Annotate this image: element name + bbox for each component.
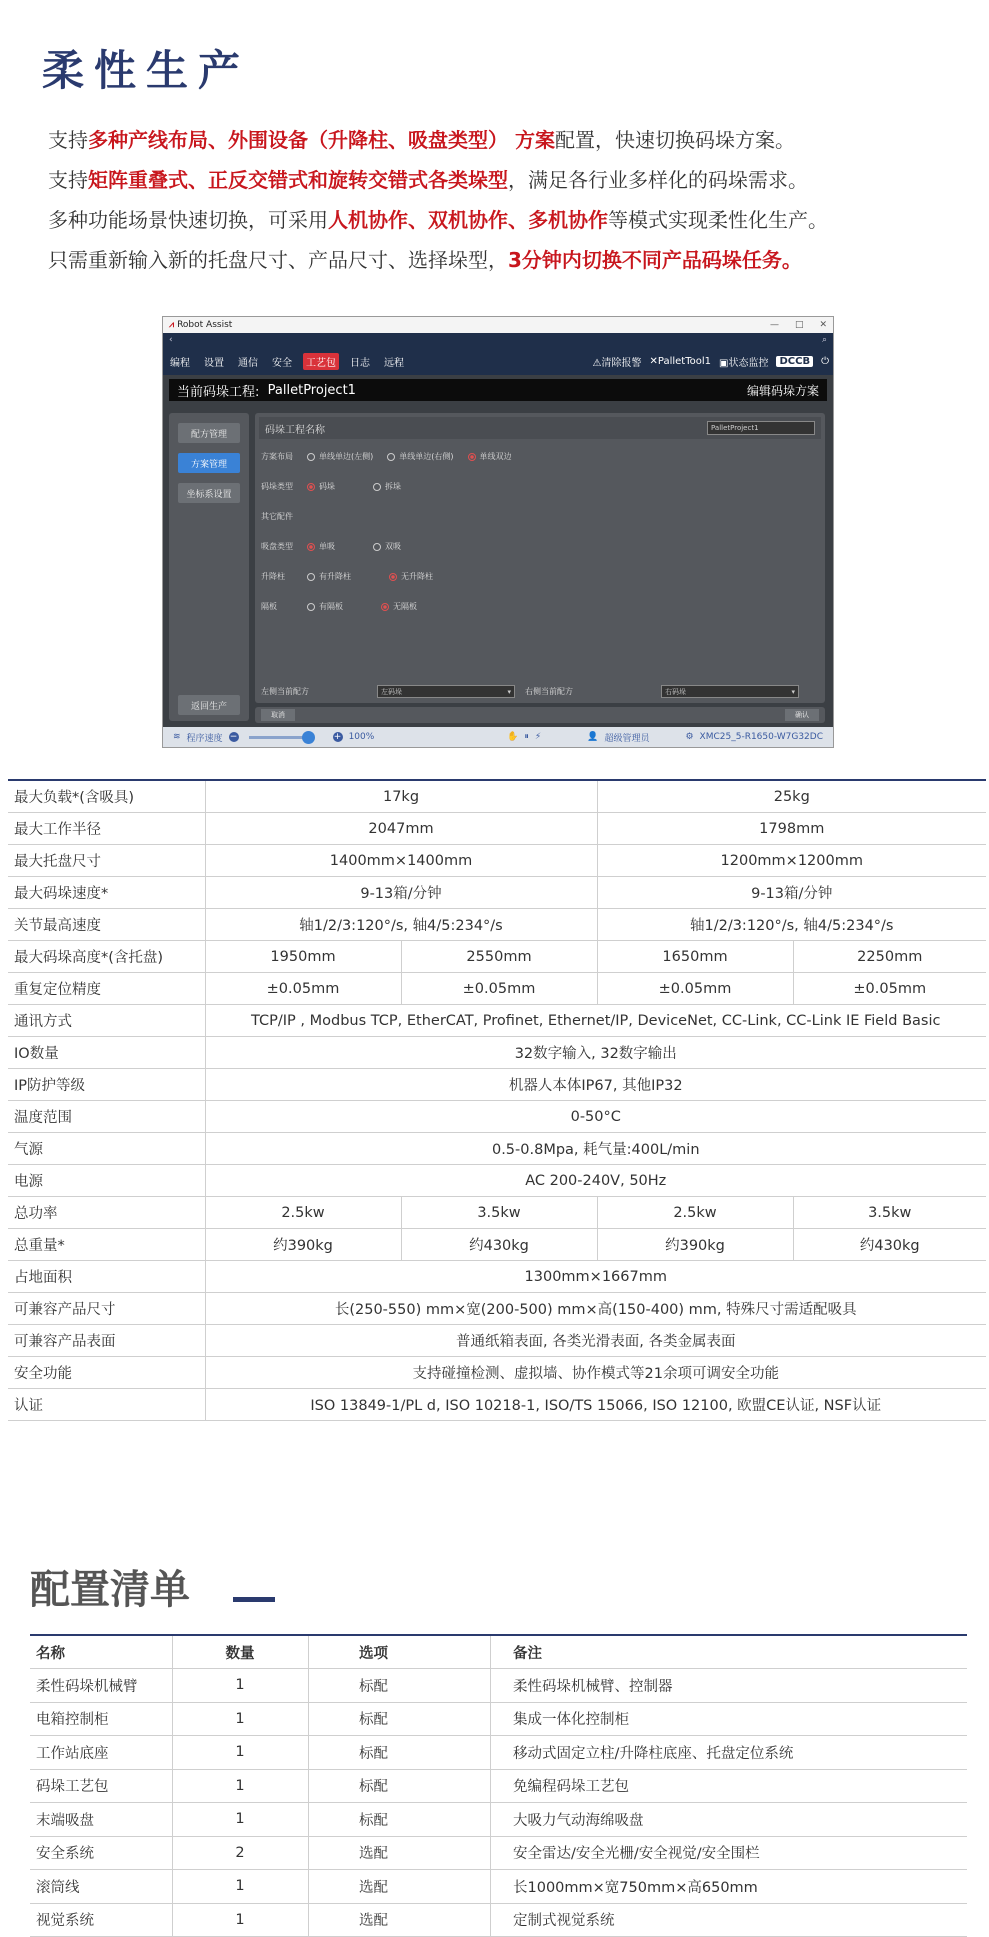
spec-value: 32数字输入, 32数字输出 <box>205 1037 986 1069</box>
spec-label: 最大工作半径 <box>8 813 205 845</box>
spec-value: 2.5kw <box>597 1197 793 1229</box>
radio-label: 有隔板 <box>319 602 343 611</box>
confirm-button[interactable]: 确认 <box>785 709 819 721</box>
spec-row <box>8 1037 986 1069</box>
spec-row <box>8 1101 986 1133</box>
config-cell: 长1000mm×宽750mm×高650mm <box>491 1870 968 1904</box>
spec-value: ±0.05mm <box>597 973 793 1005</box>
recipe-row <box>261 685 821 698</box>
intro-line <box>48 240 978 280</box>
spec-value: 约430kg <box>401 1229 597 1261</box>
radio-option[interactable] <box>307 541 335 552</box>
spec-value: 机器人本体IP67, 其他IP32 <box>205 1069 986 1101</box>
radio-option[interactable] <box>389 571 433 582</box>
radio-checked-icon[interactable] <box>389 573 397 581</box>
form-row <box>261 541 415 552</box>
spec-row <box>8 1229 986 1261</box>
spec-label: 可兼容产品表面 <box>8 1325 205 1357</box>
config-row <box>30 1803 967 1837</box>
user-name: 超级管理员 <box>604 733 650 744</box>
cancel-button[interactable]: 取消 <box>261 709 295 721</box>
spec-label: 可兼容产品尺寸 <box>8 1293 205 1325</box>
main-menu <box>163 347 833 375</box>
spec-label: 最大负载*(含吸具) <box>8 780 205 813</box>
menu-item[interactable]: 通信 <box>238 357 258 369</box>
spec-value: 17kg <box>205 780 597 813</box>
config-table <box>30 1634 967 1937</box>
spec-value: 普通纸箱表面, 各类光滑表面, 各类金属表面 <box>205 1325 986 1357</box>
robot-assist-window <box>162 316 834 748</box>
title-underline <box>233 1597 275 1602</box>
highlight-text: 矩阵重叠式、正反交错式和旋转交错式各类垛型 <box>88 168 508 192</box>
project-name: PalletProject1 <box>267 382 356 398</box>
form-row <box>261 451 526 462</box>
project-bar <box>169 379 827 401</box>
radio-checked-icon[interactable] <box>307 483 315 491</box>
spec-label: 气源 <box>8 1133 205 1165</box>
spec-value: 9-13箱/分钟 <box>597 877 986 909</box>
config-cell: 2 <box>173 1836 309 1870</box>
spec-row <box>8 1389 986 1421</box>
spec-value: 2047mm <box>205 813 597 845</box>
speed-slider[interactable] <box>249 736 309 739</box>
spec-value: 25kg <box>597 780 986 813</box>
spec-row <box>8 941 986 973</box>
form-row <box>261 511 307 522</box>
config-row <box>30 1669 967 1703</box>
spec-row <box>8 813 986 845</box>
caret-down-icon: ▾ <box>791 687 795 696</box>
spec-table <box>8 779 986 1421</box>
coordinate-setup-button[interactable]: 坐标系设置 <box>178 483 240 503</box>
radio-option[interactable] <box>307 601 343 612</box>
menu-item[interactable]: 设置 <box>204 357 224 369</box>
radio-checked-icon[interactable] <box>381 603 389 611</box>
spec-value: 9-13箱/分钟 <box>205 877 597 909</box>
config-cell: 定制式视觉系统 <box>491 1903 968 1937</box>
maximize-icon[interactable]: □ <box>794 320 804 330</box>
spec-row <box>8 1005 986 1037</box>
radio-option[interactable] <box>373 481 401 492</box>
spec-row <box>8 1293 986 1325</box>
radio-label: 单线双边 <box>479 452 512 461</box>
spec-value: 1400mm×1400mm <box>205 845 597 877</box>
speed-minus-icon[interactable]: − <box>229 732 238 742</box>
spec-row <box>8 780 986 813</box>
intro-text-segment: ，满足各行业多样化的码垛需求。 <box>508 168 808 192</box>
config-cell: 柔性码垛机械臂、控制器 <box>491 1669 968 1703</box>
spec-value: 1798mm <box>597 813 986 845</box>
status-monitor-button[interactable]: ▣状态监控 <box>719 357 769 369</box>
config-row <box>30 1702 967 1736</box>
spec-value: 1200mm×1200mm <box>597 845 986 877</box>
spec-row <box>8 1069 986 1101</box>
radio-unchecked-icon[interactable] <box>387 453 395 461</box>
spec-value: 1300mm×1667mm <box>205 1261 986 1293</box>
config-cell: 柔性码垛机械臂 <box>30 1669 173 1703</box>
spec-value: 约390kg <box>597 1229 793 1261</box>
close-icon[interactable]: ✕ <box>819 320 827 330</box>
menu-item[interactable]: 远程 <box>384 357 404 369</box>
recipe-manage-button[interactable]: 配方管理 <box>178 423 240 443</box>
spec-value: ±0.05mm <box>205 973 401 1005</box>
form-row <box>261 571 447 582</box>
spec-value: 0.5-0.8Mpa, 耗气量:400L/min <box>205 1133 986 1165</box>
spec-label: 总重量* <box>8 1229 205 1261</box>
dccb-badge: DCCB <box>776 356 813 367</box>
spec-row <box>8 1197 986 1229</box>
pause-icon[interactable]: ⏸ <box>524 732 529 742</box>
window-title: Robot Assist <box>177 320 233 330</box>
project-label: 当前码垛工程: <box>177 384 260 400</box>
highlight-text: 人机协作、双机协作、多机协作 <box>328 208 608 232</box>
spec-row <box>8 1357 986 1389</box>
config-header: 选项 <box>309 1635 491 1669</box>
side-panel <box>169 413 249 721</box>
radio-option[interactable] <box>387 451 453 462</box>
spec-value: TCP/IP , Modbus TCP, EtherCAT, Profinet, Ethernet/IP, DeviceNet, CC-Link, CC-Link IE Field Basic <box>205 1005 986 1037</box>
pallettool-button[interactable]: ✕PalletTool1 <box>649 355 712 367</box>
spec-value: 约430kg <box>793 1229 986 1261</box>
config-row <box>30 1769 967 1803</box>
return-production-button[interactable]: 返回生产 <box>178 695 240 715</box>
spec-label: 关节最高速度 <box>8 909 205 941</box>
config-cell: 选配 <box>309 1870 491 1904</box>
device-icon: ⚙ <box>685 732 694 742</box>
config-cell: 标配 <box>309 1769 491 1803</box>
config-header-row <box>30 1635 967 1669</box>
config-cell: 标配 <box>309 1803 491 1837</box>
config-cell: 视觉系统 <box>30 1903 173 1937</box>
highlight-text: 3分钟内切换不同产品码垛任务。 <box>508 248 802 272</box>
config-cell: 1 <box>173 1870 309 1904</box>
radio-label: 单线单边(右侧) <box>399 452 454 461</box>
config-header: 数量 <box>173 1635 309 1669</box>
config-cell: 1 <box>173 1669 309 1703</box>
left-recipe-select[interactable]: 左码垛 ▾ <box>377 685 515 698</box>
app-navbar <box>163 333 833 375</box>
right-recipe-select[interactable]: 右码垛 ▾ <box>661 685 799 698</box>
form-row-label: 吸盘类型 <box>261 542 293 551</box>
intro-line <box>48 200 978 240</box>
spec-value: 0-50°C <box>205 1101 986 1133</box>
spec-value: ±0.05mm <box>401 973 597 1005</box>
spec-row <box>8 909 986 941</box>
spec-label: 最大托盘尺寸 <box>8 845 205 877</box>
config-cell: 1 <box>173 1702 309 1736</box>
intro-text-segment: 配置，快速切换码垛方案。 <box>554 128 795 152</box>
wifi-icon: ≋ <box>173 732 181 742</box>
speed-plus-icon[interactable]: + <box>333 732 342 742</box>
config-row <box>30 1736 967 1770</box>
status-bar <box>163 727 833 747</box>
spec-value: 轴1/2/3:120°/s, 轴4/5:234°/s <box>205 909 597 941</box>
menu-item[interactable]: 工艺包 <box>303 353 339 370</box>
config-cell: 免编程码垛工艺包 <box>491 1769 968 1803</box>
config-cell: 选配 <box>309 1836 491 1870</box>
intro-text-segment: 等 <box>608 208 628 232</box>
config-cell: 滚筒线 <box>30 1870 173 1904</box>
user-icon: 👤 <box>587 732 599 742</box>
spec-value: 2.5kw <box>205 1197 401 1229</box>
spec-value: 约390kg <box>205 1229 401 1261</box>
spec-value: AC 200-240V, 50Hz <box>205 1165 986 1197</box>
back-arrow-icon[interactable]: ‹ <box>169 335 173 345</box>
radio-option[interactable] <box>307 481 335 492</box>
intro-text-segment: 多种功能场景快速切换，可采用 <box>48 208 328 232</box>
project-name-row <box>259 417 821 439</box>
config-cell: 工作站底座 <box>30 1736 173 1770</box>
radio-label: 单线单边(左侧) <box>319 452 374 461</box>
radio-checked-icon[interactable] <box>307 543 315 551</box>
form-row <box>261 481 415 492</box>
menu-item[interactable]: 安全 <box>272 357 292 369</box>
config-cell: 码垛工艺包 <box>30 1769 173 1803</box>
spec-label: 通讯方式 <box>8 1005 205 1037</box>
config-header: 备注 <box>491 1635 968 1669</box>
clear-alarm-button[interactable]: ⚠清除报警 <box>592 357 642 369</box>
spec-value: 3.5kw <box>793 1197 986 1229</box>
config-header: 名称 <box>30 1635 173 1669</box>
intro-text-segment: 只需重新输入新的托盘尺寸、产品尺寸、选择垛型， <box>48 248 508 272</box>
spec-row <box>8 877 986 909</box>
radio-label: 码垛 <box>319 482 335 491</box>
config-row <box>30 1870 967 1904</box>
config-cell: 选配 <box>309 1903 491 1937</box>
radio-label: 无升降柱 <box>401 572 433 581</box>
caret-down-icon: ▾ <box>507 687 511 696</box>
radio-option[interactable] <box>307 571 351 582</box>
intro-line <box>48 120 978 160</box>
config-cell: 移动式固定立柱/升降柱底座、托盘定位系统 <box>491 1736 968 1770</box>
radio-unchecked-icon[interactable] <box>307 573 315 581</box>
config-cell: 1 <box>173 1903 309 1937</box>
radio-option[interactable] <box>373 541 401 552</box>
spec-row <box>8 973 986 1005</box>
form-row-label: 隔板 <box>261 602 277 611</box>
left-recipe-label: 左侧当前配方 <box>261 687 309 696</box>
intro-text-segment: 模式实现柔性化生产。 <box>628 208 828 232</box>
radio-unchecked-icon[interactable] <box>373 543 381 551</box>
spec-label: 最大码垛高度*(含托盘) <box>8 941 205 973</box>
speed-label: 程序速度 <box>186 733 223 744</box>
project-name-input[interactable]: PalletProject1 <box>707 421 815 435</box>
spec-label: IO数量 <box>8 1037 205 1069</box>
spec-label: 总功率 <box>8 1197 205 1229</box>
spec-value: 支持碰撞检测、虚拟墙、协作模式等21余项可调安全功能 <box>205 1357 986 1389</box>
spec-label: 重复定位精度 <box>8 973 205 1005</box>
spec-label: IP防护等级 <box>8 1069 205 1101</box>
radio-option[interactable] <box>468 451 512 462</box>
menu-item[interactable]: 日志 <box>350 357 370 369</box>
spec-row <box>8 845 986 877</box>
radio-label: 双吸 <box>385 542 401 551</box>
right-recipe-label: 右侧当前配方 <box>525 687 573 696</box>
spec-label: 温度范围 <box>8 1101 205 1133</box>
intro-text-segment: 支持 <box>48 128 88 152</box>
radio-unchecked-icon[interactable] <box>307 453 315 461</box>
form-footer <box>255 707 825 723</box>
spec-row <box>8 1325 986 1357</box>
config-cell: 标配 <box>309 1736 491 1770</box>
device-id: XMC25_5-R1650-W7G32DC <box>699 732 823 742</box>
radio-label: 拆垛 <box>385 482 401 491</box>
config-cell: 标配 <box>309 1669 491 1703</box>
spec-label: 电源 <box>8 1165 205 1197</box>
spec-label: 安全功能 <box>8 1357 205 1389</box>
search-icon[interactable]: ⌕ <box>821 335 827 345</box>
highlight-text: 多种产线布局、外围设备（升降柱、吸盘类型） 方案 <box>88 128 555 152</box>
spec-value: 2250mm <box>793 941 986 973</box>
intro-text <box>48 120 978 280</box>
radio-unchecked-icon[interactable] <box>307 603 315 611</box>
config-cell: 1 <box>173 1736 309 1770</box>
form-row <box>261 601 431 612</box>
plan-form <box>255 413 825 703</box>
intro-text-segment: 支持 <box>48 168 88 192</box>
form-row-label: 方案布局 <box>261 452 293 461</box>
config-cell: 1 <box>173 1803 309 1837</box>
form-row-label: 升降柱 <box>261 572 285 581</box>
spec-value: ISO 13849-1/PL d, ISO 10218-1, ISO/TS 15066, ISO 12100, 欧盟CE认证, NSF认证 <box>205 1389 986 1421</box>
radio-option[interactable] <box>307 451 373 462</box>
config-title: 配置清单 <box>30 1567 190 1613</box>
spec-row <box>8 1165 986 1197</box>
radio-label: 无隔板 <box>393 602 417 611</box>
spec-label: 认证 <box>8 1389 205 1421</box>
spec-label: 最大码垛速度* <box>8 877 205 909</box>
section-title: 柔性生产 <box>42 46 251 95</box>
config-cell: 安全雷达/安全光栅/安全视觉/安全围栏 <box>491 1836 968 1870</box>
config-cell: 安全系统 <box>30 1836 173 1870</box>
spec-value: 长(250-550) mm×宽(200-500) mm×高(150-400) mm, 特殊尺寸需适配吸具 <box>205 1293 986 1325</box>
window-titlebar <box>163 317 833 333</box>
spec-row <box>8 1133 986 1165</box>
config-row <box>30 1836 967 1870</box>
form-row-label: 其它配件 <box>261 512 293 521</box>
speed-slider-knob[interactable] <box>302 731 315 744</box>
radio-option[interactable] <box>381 601 417 612</box>
intro-line <box>48 160 978 200</box>
spec-value: 1650mm <box>597 941 793 973</box>
speed-value: 100% <box>348 732 375 742</box>
config-cell: 末端吸盘 <box>30 1803 173 1837</box>
spec-value: 1950mm <box>205 941 401 973</box>
radio-label: 有升降柱 <box>319 572 351 581</box>
form-row-label: 码垛类型 <box>261 482 293 491</box>
spec-value: 3.5kw <box>401 1197 597 1229</box>
config-cell: 电箱控制柜 <box>30 1702 173 1736</box>
hand-icon[interactable]: ✋ <box>507 732 519 742</box>
spec-label: 占地面积 <box>8 1261 205 1293</box>
spec-row <box>8 1261 986 1293</box>
run-icon[interactable]: ⚡ <box>534 732 542 742</box>
plan-manage-button[interactable]: 方案管理 <box>178 453 240 473</box>
radio-checked-icon[interactable] <box>468 453 476 461</box>
spec-value: 2550mm <box>401 941 597 973</box>
config-cell: 大吸力气动海绵吸盘 <box>491 1803 968 1837</box>
radio-label: 单吸 <box>319 542 335 551</box>
power-icon[interactable]: ⏻ <box>821 355 829 367</box>
minimize-icon[interactable]: — <box>769 320 779 330</box>
config-cell: 标配 <box>309 1702 491 1736</box>
spec-value: ±0.05mm <box>793 973 986 1005</box>
menu-item[interactable]: 编程 <box>170 357 190 369</box>
config-cell: 集成一体化控制柜 <box>491 1702 968 1736</box>
radio-unchecked-icon[interactable] <box>373 483 381 491</box>
spec-value: 轴1/2/3:120°/s, 轴4/5:234°/s <box>597 909 986 941</box>
app-logo-icon: ⩘ <box>169 320 175 330</box>
edit-plan-button[interactable]: 编辑码垛方案 <box>746 383 819 398</box>
config-cell: 1 <box>173 1769 309 1803</box>
project-name-label: 码垛工程名称 <box>265 424 325 436</box>
